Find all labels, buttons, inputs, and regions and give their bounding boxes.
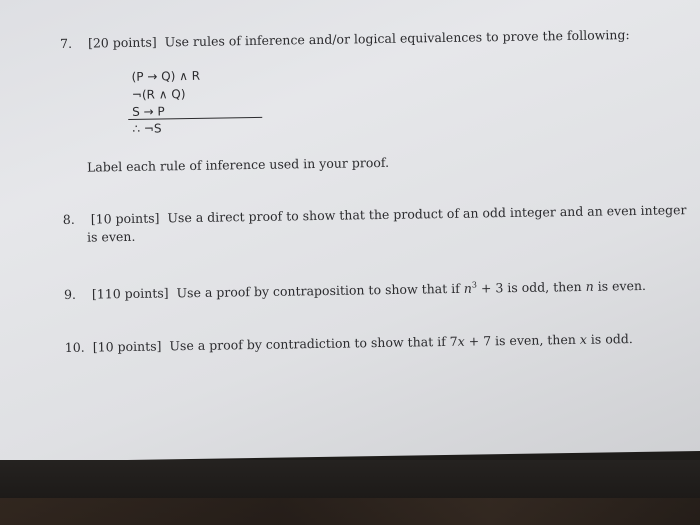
question-text-part: Use a proof by contraposition to show that if	[176, 280, 464, 301]
question-number: 8.	[62, 211, 75, 227]
question-7	[60, 27, 630, 51]
variable-x: x	[579, 331, 588, 347]
question-number: 9.	[63, 286, 77, 303]
question-text-part: is even.	[593, 277, 647, 294]
question-9	[64, 278, 646, 302]
question-text-part: + 3 is odd, then	[476, 278, 586, 296]
table-surface	[0, 460, 700, 525]
variable-n: n	[463, 280, 472, 296]
question-points: [10 points]	[92, 338, 162, 355]
question-points: [110 points]	[91, 285, 169, 302]
question-text-part: Use a proof by contradiction to show that if 7	[169, 333, 458, 354]
variable-x: x	[457, 333, 465, 349]
question-points: [20 points]	[87, 34, 157, 51]
premise-1: (P → Q) ∧ R	[131, 68, 201, 84]
exponent: 3	[471, 280, 477, 290]
question-number: 10.	[64, 339, 85, 355]
question-7-note: Label each rule of inference used in your proof.	[86, 154, 390, 175]
question-text: Use rules of inference and/or logical equivalences to prove the following:	[164, 27, 630, 50]
variable-n: n	[585, 278, 594, 294]
premise-2: ¬(R ∧ Q)	[131, 87, 186, 102]
question-text: Use a direct proof to show that the product of an odd integer and an even integer	[167, 202, 687, 226]
question-text-part: + 7 is even, then	[464, 331, 580, 349]
question-points: [10 points]	[90, 210, 160, 227]
premise-3: S → P	[132, 104, 165, 119]
question-8	[63, 202, 687, 227]
wood-grain	[0, 498, 700, 525]
question-text-part: is odd.	[586, 331, 633, 347]
conclusion: ∴ ¬S	[132, 121, 162, 136]
question-8-continuation: is even.	[86, 228, 136, 245]
question-10	[65, 331, 633, 355]
question-number: 7.	[59, 35, 73, 51]
